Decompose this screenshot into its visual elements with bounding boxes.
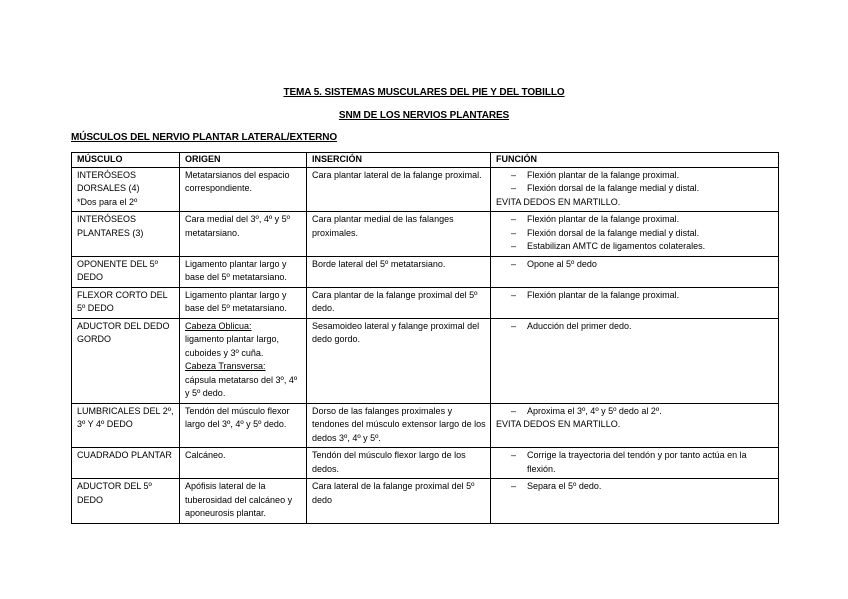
cell-insercion	[307, 212, 491, 257]
function-item: – Estabilizan AMTC de ligamentos colaterales.	[496, 240, 774, 254]
table-row	[72, 256, 779, 287]
cell-musculo	[72, 167, 180, 212]
cell-insercion	[307, 287, 491, 318]
function-item: – Corrige la trayectoria del tendón y por tanto actúa en la flexión.	[496, 449, 774, 476]
muscle-name: FLEXOR CORTO DEL 5º DEDO	[77, 289, 168, 313]
insertion-text: Borde lateral del 5º metatarsiano.	[312, 258, 446, 269]
function-item: – Aducción del primer dedo.	[496, 320, 774, 334]
insertion-text: Cara plantar lateral de la falange proximal.	[312, 169, 482, 180]
table-row	[72, 448, 779, 479]
cell-musculo	[72, 318, 180, 403]
cell-origen	[180, 479, 307, 524]
origin-text: ligamento plantar largo, cuboides y 3º cuña.	[185, 334, 280, 358]
section-heading: MÚSCULOS DEL NERVIO PLANTAR LATERAL/EXTERNO	[71, 132, 338, 143]
cell-origen	[180, 167, 307, 212]
cell-insercion	[307, 448, 491, 479]
insertion-text: Cara plantar medial de las falanges proximales.	[312, 214, 454, 238]
muscle-name: OPONENTE DEL 5º DEDO	[77, 258, 158, 282]
function-item: – Flexión plantar de la falange proximal.	[496, 213, 774, 227]
muscle-name: CUADRADO PLANTAR	[77, 450, 172, 460]
table-row	[72, 479, 779, 524]
column-header-insercion: INSERCIÓN	[307, 153, 491, 168]
cell-insercion	[307, 167, 491, 212]
insertion-text: Sesamoideo lateral y falange proximal del dedo gordo.	[312, 320, 480, 344]
muscle-note: *Dos para el 2º	[77, 196, 138, 207]
cell-origen	[180, 256, 307, 287]
cell-origen	[180, 403, 307, 448]
cell-insercion	[307, 403, 491, 448]
origin-text: Ligamento plantar largo y base del 5º metatarsiano.	[185, 289, 287, 313]
origin-text: Cara medial del 3º, 4º y 5º metatarsiano.	[185, 214, 290, 238]
cell-funcion	[491, 448, 779, 479]
cell-origen	[180, 448, 307, 479]
cell-musculo	[72, 479, 180, 524]
function-note: EVITA DEDOS EN MARTILLO.	[496, 419, 621, 429]
cell-insercion	[307, 479, 491, 524]
table-row	[72, 287, 779, 318]
function-item: – Flexión dorsal de la falange medial y distal.	[496, 227, 774, 241]
origin-text: Calcáneo.	[185, 450, 226, 460]
function-item: – Separa el 5º dedo.	[496, 480, 774, 494]
function-item: – Opone al 5º dedo	[496, 258, 774, 272]
origin-text: Ligamento plantar largo y base del 5º metatarsiano.	[185, 258, 287, 282]
muscle-name: ADUCTOR DEL DEDO GORDO	[77, 320, 170, 344]
insertion-text: Dorso de las falanges proximales y tendones del músculo extensor largo de los dedos 3º, 4º y 5º.	[312, 405, 486, 443]
function-item: – Flexión plantar de la falange proximal.	[496, 289, 774, 303]
cell-funcion	[491, 287, 779, 318]
origin-head: Cabeza Oblicua:	[185, 320, 252, 331]
cell-insercion	[307, 256, 491, 287]
function-item: – Flexión dorsal de la falange medial y distal.	[496, 182, 774, 196]
function-item: – Flexión plantar de la falange proximal.	[496, 169, 774, 183]
cell-musculo	[72, 403, 180, 448]
muscle-name: INTERÓSEOS DORSALES (4)	[77, 169, 140, 193]
cell-funcion	[491, 256, 779, 287]
insertion-text: Cara lateral de la falange proximal del 5º dedo	[312, 481, 475, 505]
cell-funcion	[491, 318, 779, 403]
table-body	[72, 167, 779, 523]
function-note: EVITA DEDOS EN MARTILLO.	[496, 196, 621, 207]
cell-musculo	[72, 256, 180, 287]
cell-funcion	[491, 403, 779, 448]
insertion-text: Cara plantar de la falange proximal del 5º dedo.	[312, 289, 478, 313]
table-row	[72, 403, 779, 448]
origin-head: Cabeza Transversa:	[185, 361, 266, 371]
muscle-name: LUMBRICALES DEL 2º, 3º Y 4º DEDO	[77, 405, 174, 429]
column-header-funcion: FUNCIÓN	[491, 153, 779, 168]
table-row	[72, 212, 779, 257]
muscle-name: INTERÓSEOS PLANTARES (3)	[77, 214, 144, 238]
column-header-musculo: MÚSCULO	[72, 153, 180, 168]
cell-origen	[180, 212, 307, 257]
origin-text: Tendón del músculo flexor largo del 3º, 4º y 5º dedo.	[185, 405, 290, 429]
insertion-text: Tendón del músculo flexor largo de los dedos.	[312, 450, 466, 474]
table-row	[72, 167, 779, 212]
origin-text: Metatarsianos del espacio correspondiente.	[185, 169, 290, 193]
cell-musculo	[72, 287, 180, 318]
cell-funcion	[491, 479, 779, 524]
document-subtitle: SNM DE LOS NERVIOS PLANTARES	[338, 110, 510, 121]
table-header-row	[72, 153, 779, 168]
cell-musculo	[72, 448, 180, 479]
muscle-name: ADUCTOR DEL 5º DEDO	[77, 481, 152, 505]
function-item: – Aproxima el 3º, 4º y 5º dedo al 2º.	[496, 405, 774, 419]
cell-origen	[180, 318, 307, 403]
origin-text: cápsula metatarso del 3º, 4º y 5º dedo.	[185, 374, 298, 398]
muscles-table	[71, 152, 779, 524]
cell-funcion	[491, 212, 779, 257]
table-row	[72, 318, 779, 403]
document-title: TEMA 5. SISTEMAS MUSCULARES DEL PIE Y DEL TOBILLO	[283, 87, 565, 98]
column-header-origen: ORIGEN	[180, 153, 307, 168]
cell-musculo	[72, 212, 180, 257]
origin-text: Apófisis lateral de la tuberosidad del calcáneo y aponeurosis plantar.	[185, 481, 293, 518]
cell-origen	[180, 287, 307, 318]
cell-insercion	[307, 318, 491, 403]
cell-funcion	[491, 167, 779, 212]
